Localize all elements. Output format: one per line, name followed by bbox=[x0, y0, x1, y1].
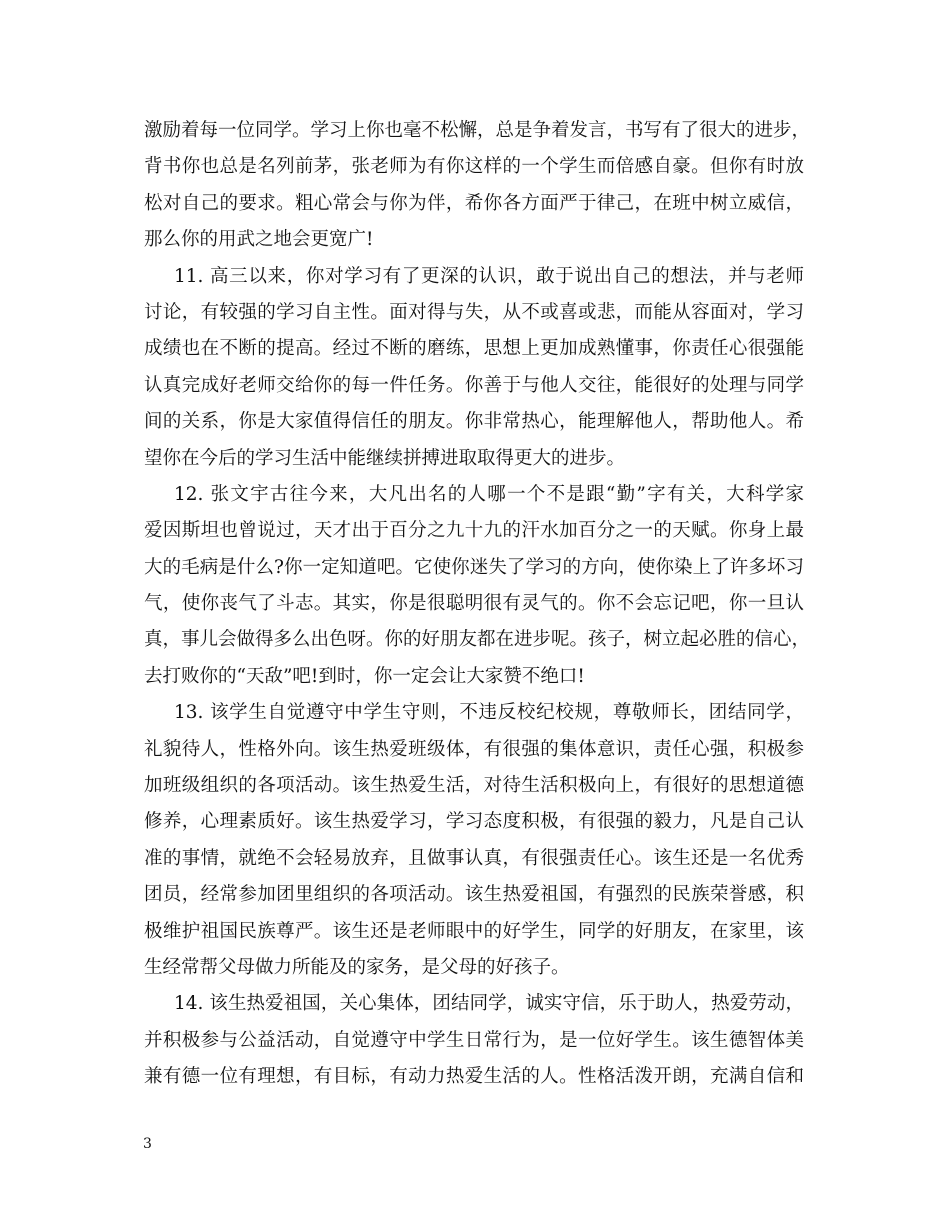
text-line: 13. 该学生自觉遵守中学生守则，不违反校纪校规，尊敬师长，团结同学， bbox=[174, 702, 804, 724]
text-line: 真，事儿会做得多么出色呀。你的好朋友都在进步呢。孩子，树立起必胜的信心， bbox=[144, 629, 811, 651]
text-line: 间的关系，你是大家值得信任的朋友。你非常热心，能理解他人，帮助他人。希 bbox=[144, 411, 804, 433]
text-line: 极维护祖国民族尊严。该生还是老师眼中的好学生，同学的好朋友，在家里，该 bbox=[144, 920, 804, 942]
text-line: 团员，经常参加团里组织的各项活动。该生热爱祖国，有强烈的民族荣誉感，积 bbox=[144, 884, 804, 906]
text-line: 去打败你的“天敌”吧!到时，你一定会让大家赞不绝口! bbox=[144, 665, 585, 687]
text-line: 气，使你丧气了斗志。其实，你是很聪明很有灵气的。你不会忘记吧，你一旦认 bbox=[144, 593, 804, 615]
text-line: 14. 该生热爱祖国，关心集体，团结同学，诚实守信，乐于助人，热爱劳动， bbox=[174, 993, 804, 1015]
body-text bbox=[144, 113, 811, 1096]
text-line: 认真完成好老师交给你的每一件任务。你善于与他人交往，能很好的处理与同学 bbox=[144, 374, 804, 396]
text-line: 礼貌待人，性格外向。该生热爱班级体，有很强的集体意识，责任心强，积极参 bbox=[144, 738, 804, 760]
page-number: 3 bbox=[143, 1136, 152, 1152]
text-line: 加班级组织的各项活动。该生热爱生活，对待生活积极向上，有很好的思想道德 bbox=[144, 775, 804, 797]
text-line: 兼有德一位有理想，有目标，有动力热爱生活的人。性格活泼开朗，充满自信和 bbox=[144, 1066, 804, 1088]
text-line: 那么你的用武之地会更宽广! bbox=[144, 229, 374, 251]
text-line: 成绩也在不断的提高。经过不断的磨练，思想上更加成熟懂事，你责任心很强能 bbox=[144, 338, 804, 360]
text-line: 大的毛病是什么?你一定知道吧。它使你迷失了学习的方向，使你染上了许多坏习 bbox=[144, 556, 804, 578]
text-line: 11. 高三以来，你对学习有了更深的认识，敢于说出自己的想法，并与老师 bbox=[174, 265, 804, 287]
text-line: 并积极参与公益活动，自觉遵守中学生日常行为，是一位好学生。该生德智体美 bbox=[144, 1029, 804, 1051]
text-line: 讨论，有较强的学习自主性。面对得与失，从不或喜或悲，而能从容面对，学习 bbox=[144, 301, 804, 323]
text-line: 望你在今后的学习生活中能继续拼搏进取取得更大的进步。 bbox=[144, 447, 626, 469]
text-line: 激励着每一位同学。学习上你也毫不松懈，总是争着发言，书写有了很大的进步， bbox=[144, 120, 811, 141]
text-line: 松对自己的要求。粗心常会与你为伴，希你各方面严于律己，在班中树立威信， bbox=[144, 192, 804, 214]
text-line: 生经常帮父母做力所能及的家务，是父母的好孩子。 bbox=[144, 956, 570, 978]
text-line: 爱因斯坦也曾说过，天才出于百分之九十九的汗水加百分之一的天赋。你身上最 bbox=[144, 520, 804, 542]
text-line: 12. 张文宇古往今来，大凡出名的人哪一个不是跟“勤”字有关，大科学家 bbox=[174, 483, 804, 505]
text-line: 准的事情，就绝不会轻易放弃，且做事认真，有很强责任心。该生还是一名优秀 bbox=[144, 847, 804, 869]
text-line: 背书你也总是名列前茅，张老师为有你这样的一个学生而倍感自豪。但你有时放 bbox=[144, 156, 804, 178]
text-line: 修养，心理素质好。该生热爱学习，学习态度积极，有很强的毅力，凡是自己认 bbox=[144, 811, 804, 833]
